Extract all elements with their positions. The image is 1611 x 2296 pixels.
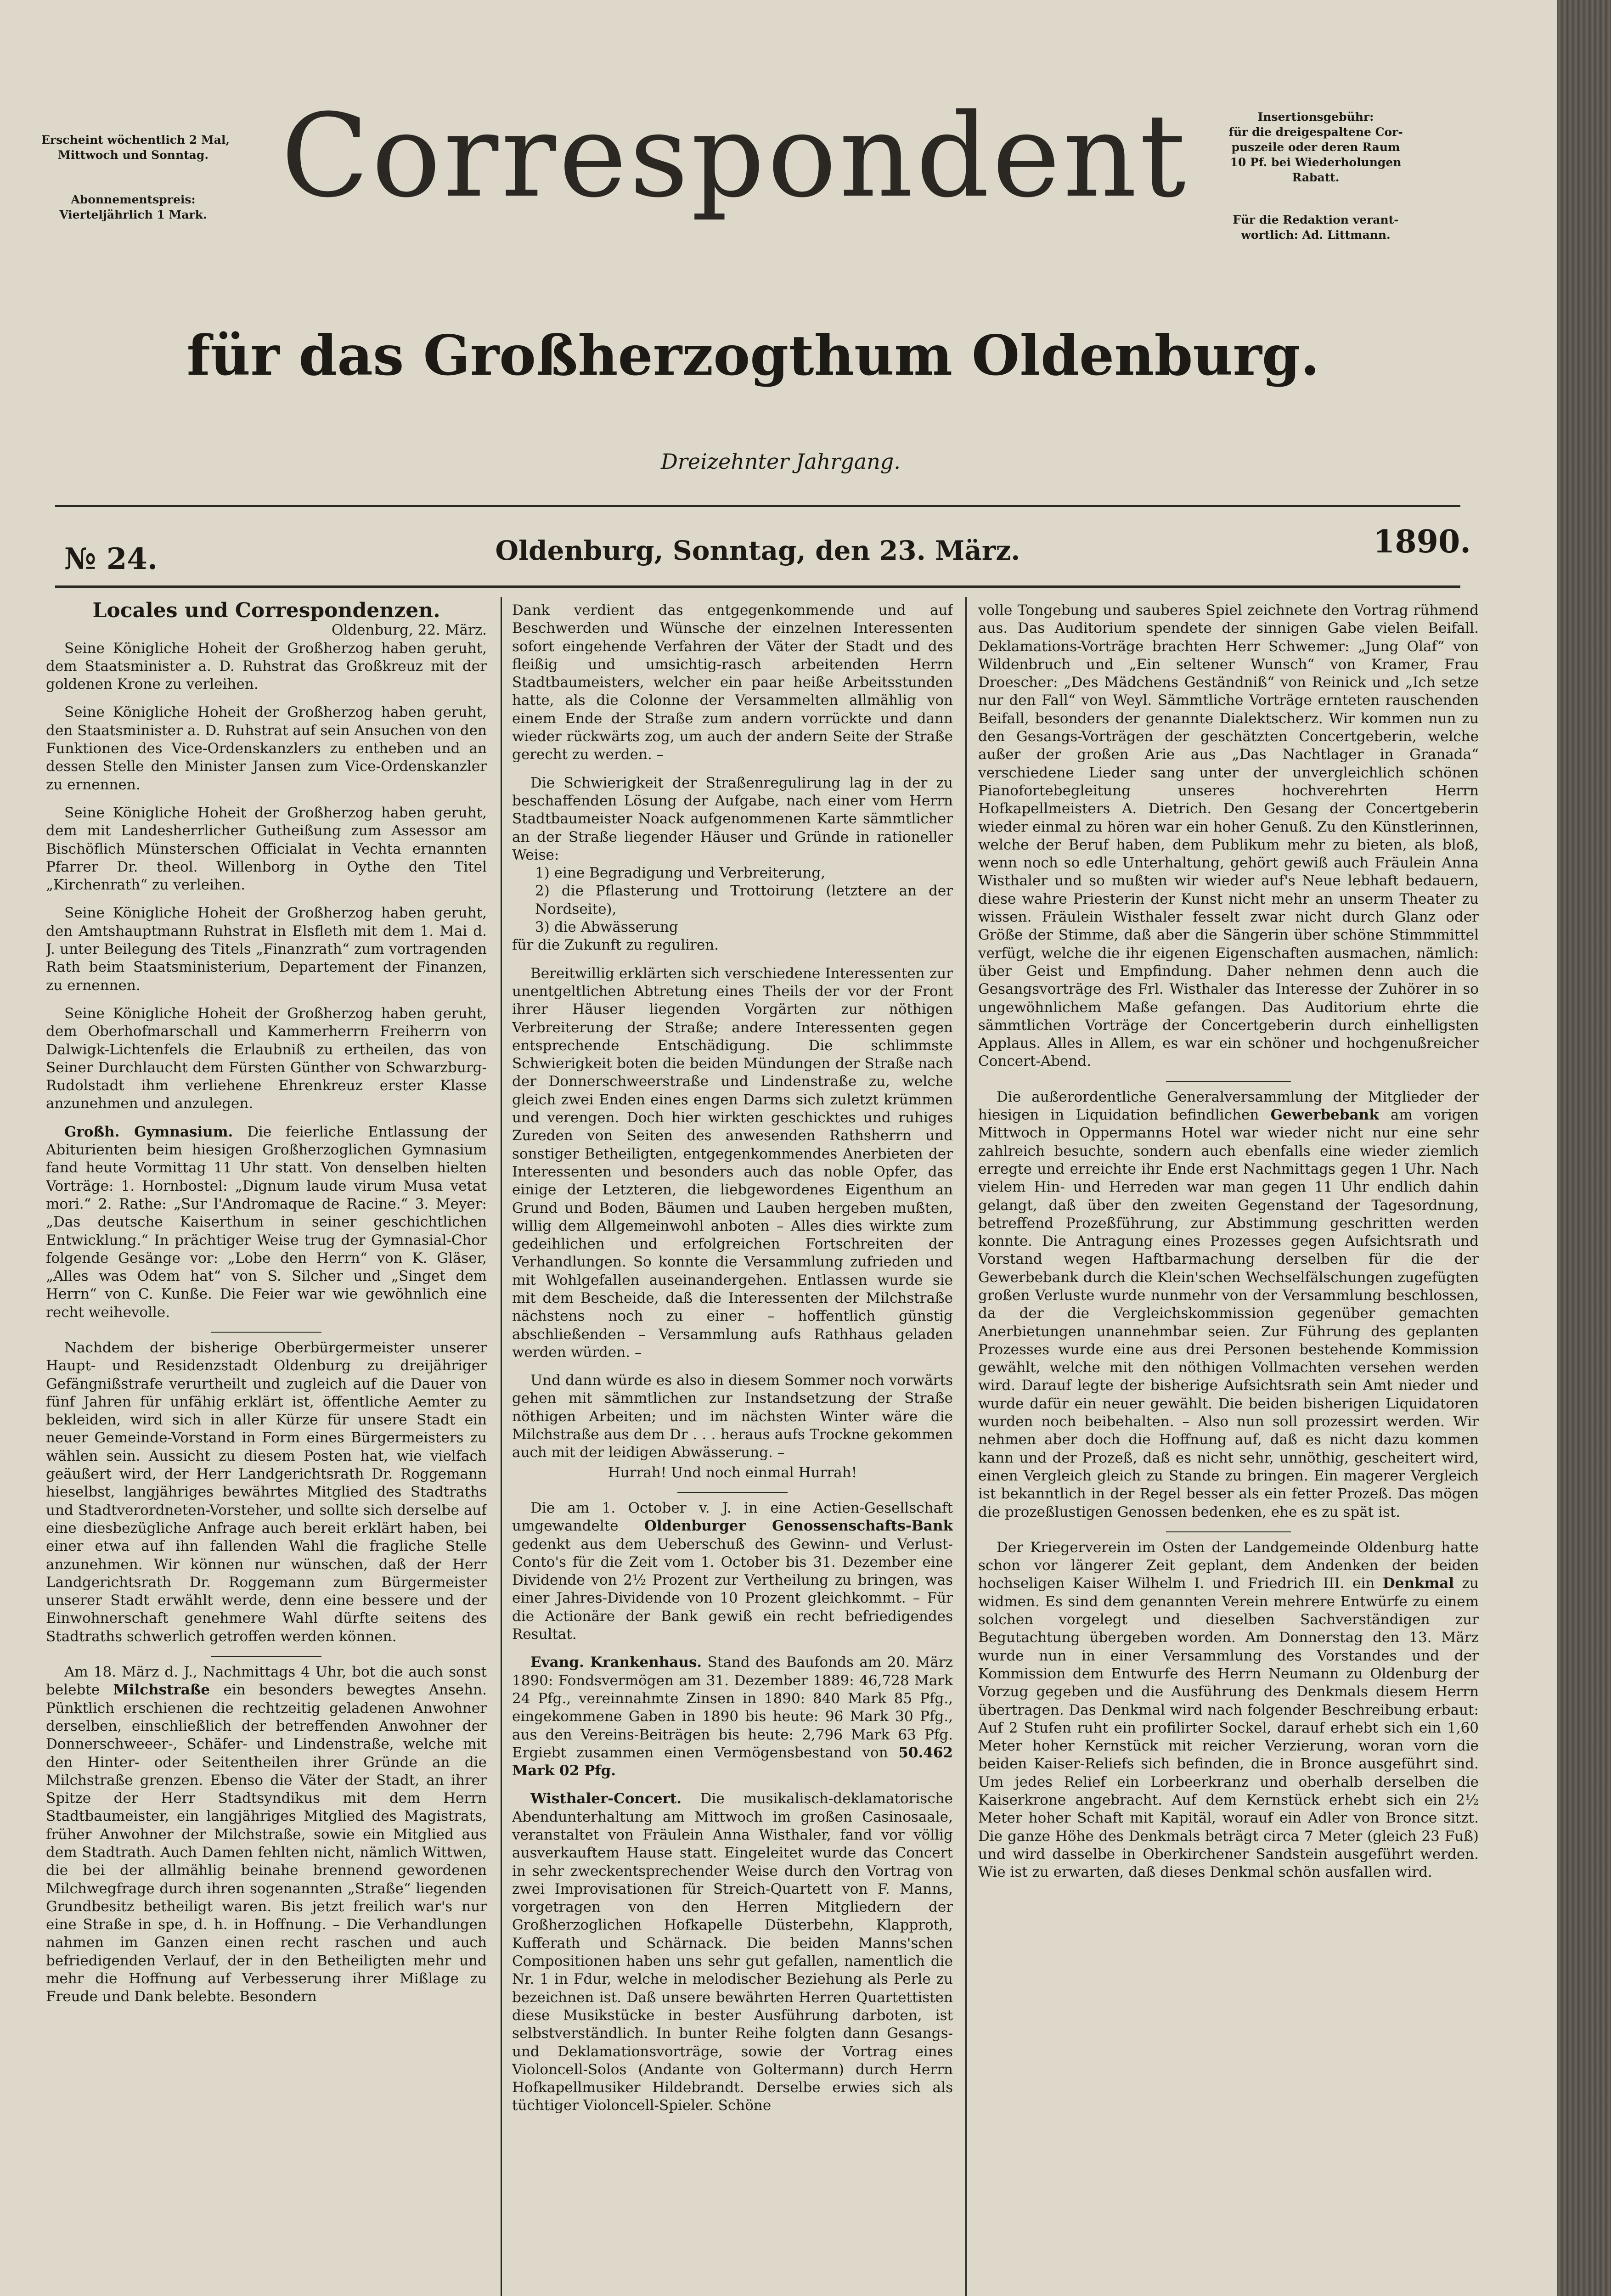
article-separator: [1166, 1081, 1291, 1082]
article: [512, 1790, 953, 2115]
article: [978, 1088, 1479, 1521]
article-text: Seine Königliche Hoheit der Großherzog haben geruht, dem mit Landesherrlicher Gutheißung zum Assessor am Bischöflich Münsterschen Officialat in Vechta ernannten Pfarrer Dr. theol. Willenborg in Oythe den Titel „Kirchenrath“ zu verleihen.: [46, 804, 487, 894]
article-text: gedenkt aus dem Ueberschuß des Gewinn- und Verlust-Conto's für die Zeit vom 1. October bis 31. Dezember eine Dividende von 2½ Prozent zur Vertheilung zu bringen, was einer Jahres-Dividende von 10 Prozent gleichkommt. – Für die Actionäre der Bank gewiß ein recht befriedigendes Resultat.: [512, 1536, 953, 1643]
article: [46, 1005, 487, 1113]
article-closing: Hurrah! Und noch einmal Hurrah!: [608, 1464, 857, 1481]
article-lead: Oldenburger Genossenschafts-Bank: [644, 1518, 953, 1535]
article-text: zu widmen. Es sind dem genannten Verein mehrere Entwürfe zu einem solchen vorgelegt und dieselben Sachverständigen zur Begutachtung übergeben worden. Am Donnerstag den 13. März wurde nun in einer Versammlung des Vorstandes und der Kommission dem Entwurfe des Herrn Neumann zu Oldenburg der Vorzug gegeben und die Ausführung des Denkmals diesem Herrn übertragen. Das Denkmal wird nach folgender Beschreibung erbaut: Auf 2 Stufen ruht ein profilirter Sockel, darauf erhebt sich ein 1,60 Meter hoher Kernstück mit reicher Verzierung, woran vorn die beiden Kaiser-Reliefs sich befinden, die in Bronce ausgeführt sind. Um jedes Relief ein Lorbeerkranz und oberhalb derselben die Kaiserkrone angebracht. Auf dem Kernstück erhebt sich ein 2½ Meter hoher Schaft mit Kapitäl, worauf ein Adler von Bronce sitzt. Die ganze Höhe des Denkmals beträgt circa 7 Meter (gleich 23 Fuß) und wird dasselbe in Oberkirchener Sandstein ausgeführt werden. Wie ist zu erwarten, daß dieses Denkmal schön ausfallen wird.: [978, 1575, 1479, 1881]
article: [512, 602, 953, 764]
regulation-list: [512, 864, 953, 936]
article: [978, 602, 1479, 1071]
section-title: Locales und Correspondenzen.: [92, 602, 440, 622]
article: [46, 1663, 487, 2006]
fees-line: für die dreigespaltene Cor-: [1228, 125, 1403, 139]
article-text: ein besonders bewegtes Ansehn. Pünktlich erschienen die rechtzeitig geladenen Anwohner derselben, einschließlich der betreffenden Anwohner der Donnerschweeer-, Schäfer- und Lindenstraße, welche mit den Hinter- oder Seitentheilen ihrer Gründe an die Milchstraße grenzen. Ebenso die Väter der Stadt, an ihrer Spitze der Herr Stadtsyndikus mit dem Herrn Stadtbaumeister, ein langjähriges Mitglied des Magistrats, früher Anwohner der Milchstraße, sowie ein Mitglied aus dem Stadtrath. Auch Damen fehlten nicht, nämlich Wittwen, die bei der allmählig beinahe brennend gewordenen Milchwegfrage durch ihren sogenannten „Straße“ liegenden Grundbesitz betheiligt waren. Bis jetzt freilich war's nur eine Straße in spe, d. h. in Hoffnung. – Die Verhandlungen nahmen im Ganzen einen recht raschen und auch befriedigenden Verlauf, der in den Betheiligten mehr und mehr die Hoffnung auf Verbesserung ihrer Mißlage zu Freude und Dank belebte. Besondern: [46, 1682, 487, 2005]
article: [46, 1339, 487, 1646]
masthead-subtitle: für das Großherzogthum Oldenburg.: [186, 323, 1320, 388]
column-divider: [501, 597, 502, 2296]
column-1: [46, 602, 487, 2296]
article: [512, 965, 953, 1362]
article: [46, 1123, 487, 1322]
section-date: Oldenburg, 22. März.: [331, 622, 487, 639]
issue-year: 1890.: [1373, 523, 1471, 560]
article-text: Die Schwierigkeit der Straßenregulirung lag in der zu beschaffenden Lösung der Aufgabe, nach einer vom Herrn Stadtbaumeister Noack aufgenommenen Karte sämmtlicher an der Straße liegender Häuser und Gründe in rationeller Weise:: [512, 774, 953, 863]
article-text: Die musikalisch-deklamatorische Abendunterhaltung am Mittwoch im großen Casinosaale, veranstaltet von Fräulein Anna Wisthaler, fand vor völlig ausverkauftem Hause statt. Eingeleitet wurde das Concert in sehr zweckentsprechender Weise durch den Vortrag von zwei Improvisationen für Streich-Quartett von F. Manns, vorgetragen von den Herren Mitgliedern der Großherzoglichen Hofkapelle Düsterbehn, Klapproth, Kufferath und Schärnack. Die beiden Manns'schen Compositionen haben uns sehr gut gefallen, namentlich die Nr. 1 in Fdur, welche in melodischer Beziehung als Perle zu bezeichnen ist. Daß unsere bewährten Herren Quartettisten diese Musikstücke in bester Ausführung darboten, ist selbstverständlich. In bunter Reihe folgten dann Gesangs- und Deklamationsvorträge, sowie der Vortrag eines Violoncell-Solos (Andante von Goltermann) durch Herrn Hofkapellmusiker Hildebrandt. Derselbe erwies sich als tüchtiger Violoncell-Spieler. Schöne: [512, 1790, 953, 2114]
fees-line: Rabatt.: [1292, 171, 1340, 184]
article-text: Seine Königliche Hoheit der Großherzog haben geruht, den Staatsminister a. D. Ruhstrat auf sein Ansuchen von den Funktionen des Vice-Ordenskanzlers zu entheben und an dessen Stelle den Minister Jansen zum Vice-Ordenskanzler zu ernennen.: [46, 704, 487, 793]
article-lead: Milchstraße: [113, 1682, 210, 1699]
article: [46, 804, 487, 894]
article: [978, 1539, 1479, 1882]
list-item: 1) eine Begradigung und Verbreiterung,: [535, 865, 826, 882]
article: [512, 936, 953, 954]
article-separator: [211, 1332, 321, 1333]
article-text: Stand des Baufonds am 20. März 1890: Fondsvermögen am 31. Dezember 1889: 46,728 Mark 24 Pfg., vereinnahmte Zinsen in 1890: 840 Mark 85 Pfg., eingekommene Gaben in 1890 bis heute: 96 Mark 30 Pfg., aus den Vereins-Beiträgen bis heute: 2,796 Mark 63 Pfg. Ergiebt zusammen einen Vermögensbestand von: [512, 1654, 953, 1761]
fund-total: 50.462 Mark 02 Pfg.: [512, 1744, 953, 1779]
article-separator: [1166, 1531, 1291, 1532]
article-lead: Evang. Krankenhaus.: [530, 1654, 702, 1671]
article-text: Der Kriegerverein im Osten der Landgemeinde Oldenburg hatte schon vor längerer Zeit geplant, dem Andenken der beiden hochseligen Kaiser Wilhelm I. und Friedrich III. ein: [978, 1539, 1479, 1592]
article-text: Die außerordentliche Generalversammlung der Mitglieder der hiesigen in Liquidation befindlichen: [978, 1088, 1479, 1124]
notice-line: Mittwoch und Sonntag.: [57, 148, 209, 162]
notice-line: Erscheint wöchentlich 2 Mal,: [41, 133, 230, 146]
list-item: 3) die Abwässerung: [535, 919, 678, 936]
column-2: [512, 602, 953, 2296]
article-text: Bereitwillig erklärten sich verschiedene Interessenten zur unentgeltlichen Abtretung eines Theils der vor der Front ihrer Häuser liegenden Vorgärten zur nöthigen Verbreiterung der Straße; andere Interessenten gegen entsprechende Entschädigung. Die schlimmste Schwierigkeit boten die beiden Mündungen der Straße nach der Donnerschweerstraße und Lindenstraße zu, welche gleich zwei Enden eines engen Darms sich zuletzt krümmen und verengen. Doch hier wirkten geschicktes und ruhiges Zureden von Seiten des anwesenden Rathsherrn und sonstiger Betheiligten, entgegenkommendes Anerbieten der Interessenten und besonders auch das noble Opfer, das einige der Letzteren, die liebgewordenes Eigenthum an Grund und Boden, Bäumen und Lauben hergeben mußten, willig dem Allgemeinwohl anboten – Alles dies wirkte zum gedeihlichen und erfolgreichen Fortschreiten der Verhandlungen. So konnte die Versammlung zufrieden und mit Wohlgefallen auseinandergehen. Entlassen wurde sie mit dem Bescheide, daß die Interessenten der Milchstraße nächstens noch zu einer – hoffentlich günstig abschließenden – Versammlung aufs Rathhaus geladen werden würden. –: [512, 965, 953, 1361]
article-lead: Großh. Gymnasium.: [64, 1123, 233, 1140]
article: [46, 703, 487, 793]
article-text: Seine Königliche Hoheit der Großherzog haben geruht, dem Oberhofmarschall und Kammerherrn Freiherrn von Dalwigk-Lichtenfels die Erlaubniß zu ertheilen, das von Seiner Durchlaucht dem Fürsten Günther von Schwarzburg-Rudolstadt ihm verliehene Ehrenkreuz erster Klasse anzunehmen und anzulegen.: [46, 1005, 487, 1112]
insertion-fees: [1219, 109, 1412, 185]
column-3: [978, 602, 1479, 2296]
article: [512, 1499, 953, 1643]
masthead-title: Correspondent: [281, 89, 1189, 223]
column-divider: [965, 597, 967, 2296]
article-text: Die am 1. October v. J. in eine Actien-Gesellschaft umgewandelte: [512, 1499, 953, 1535]
article-text: Die feierliche Entlassung der Abiturienten beim hiesigen Großherzoglichen Gymnasium fand heute Vormittag 11 Uhr statt. Von denselben hielten Vorträge: 1. Hornbostel: „Dignum laude virum Musa vetat mori.“ 2. Rathe: „Sur l'Andromaque de Racine.“ 3. Meyer: „Das deutsche Kaiserthum in seiner geschichtlichen Entwicklung.“ In prächtiger Weise trug der Gymnasial-Chor folgende Gesänge vor: „Lobe den Herrn“ von K. Gläser, „Alles was Odem hat“ von S. Silcher und „Singet dem Herrn“ von C. Kunße. Die Feier war wie gewöhnlich eine recht weihevolle.: [46, 1123, 487, 1321]
article-text: am vorigen Mittwoch in Oppermanns Hotel war wieder nicht nur eine sehr zahlreich besuchte, sondern auch ebenfalls eine wieder ziemlich erregte und erreichte ihr Ende erst Nachmittags gegen 1 Uhr. Nach vielem Hin- und Herreden war man gegen 11 Uhr endlich dahin gelangt, daß über den zweiten Gegenstand der Tagesordnung, betreffend Prozeßführung, zur Abstimmung geschritten werden konnte. Die Antragung eines Prozesses gegen Aufsichtsrath und Vorstand wegen Haftbarmachung derselben für die der Gewerbebank durch die Klein'schen Wechselfälschungen zugefügten großen Verluste wurde nunmehr von der Versammlung beschlossen, da der die Vergleichskommission gegenüber gemachten Anerbietungen unannehmbar seien. Zur Führung des geplanten Prozesses wurde eine aus drei Personen bestehende Kommission gewählt, welche mit den nöthigen Vollmachten versehen werden wird. Darauf legte der bisherige Aufsichtsrath sein Amt nieder und wurde dafür ein neuer gewählt. Die beiden bisherigen Liquidatoren wurden noch beibehalten. – Also nun soll prozessirt werden. Wir nehmen aber doch die Hoffnung auf, daß es nicht dazu kommen kann und der Prozeß, daß es nicht sehr, unnöthig, gescheitert wird, einen Vergleich gleich zu Stande zu bringen. Ein magerer Vergleich ist bekanntlich in der Regel besser als ein fetter Prozeß. Das mögen die prozeßlustigen Genossen bedenken, ehe es zu spät ist.: [978, 1107, 1479, 1520]
article-lead: Wisthaler-Concert.: [530, 1790, 682, 1807]
article-lead: Gewerbebank: [1270, 1107, 1379, 1124]
article-separator: [677, 1492, 788, 1493]
editor-line: wortlich: Ad. Littmann.: [1241, 228, 1391, 242]
article-lead: Denkmal: [1382, 1575, 1454, 1592]
header-rule-top: [55, 505, 1460, 507]
fees-line: 10 Pf. bei Wiederholungen: [1230, 156, 1402, 169]
article-text: Dank verdient das entgegenkommende und auf Beschwerden und Wünsche der einzelnen Interessenten sofort eingehende Verfahren der Väter der Stadt und des fleißig und umsichtig-rasch arbeitenden Herrn Stadtbaumeisters, welcher ein paar heiße Arbeitsstunden hatte, als die Colonne der Versammelten allmählig von einem Ende der Straße zum andern vorrückte und dann wieder rückwärts zog, um auch der andern Seite der Straße gerecht zu werden. –: [512, 602, 953, 763]
article-text: für die Zukunft zu reguliren.: [512, 937, 719, 954]
article-text: Seine Königliche Hoheit der Großherzog haben geruht, dem Staatsminister a. D. Ruhstrat das Großkreuz mit der goldenen Krone zu verleihen.: [46, 640, 487, 693]
header-rule-bottom: [55, 585, 1460, 588]
binding-edge: [1557, 0, 1611, 2296]
editor-note: [1219, 212, 1412, 242]
publication-notice: [41, 132, 230, 163]
article-separator: [211, 1656, 321, 1657]
article-text: volle Tongebung und sauberes Spiel zeichnete den Vortrag rühmend aus. Das Auditorium spendete der sinnigen Gabe vielen Beifall. Deklamations-Vorträge brachten Herr Schwemer: „Jung Olaf“ von Wildenbruch und „Ein seltener Wunsch“ von Kramer, Frau Droescher: „Des Mädchens Geständniß“ von Reinick und „Ich setze nur den Fall“ von Weyl. Sämmtliche Vorträge ernteten rauschenden Beifall, besonders der genannte Dialektscherz. Wir kommen nun zu den Gesangs-Vorträgen der geschätzten Concertgeberin, welche außer der großen Arie aus „Das Nachtlager in Granada“ verschiedene Lieder sang unter der unvergleichlich schönen Pianofortebegleitung unseres hochverehrten Herrn Hofkapellmeisters A. Dietrich. Den Gesang der Concertgeberin wieder einmal zu hören war ein hoher Genuß. Zu den Künstlerinnen, welche der Beruf haben, dem Publikum mehr zu bieten, als bloß, wenn noch so edle Unterhaltung, gehört gewiß auch Fräulein Anna Wisthaler und so mußten wir wieder auf's Neue lebhaft bedauern, diese wahre Priesterin der Kunst nicht mehr an unserm Theater zu wissen. Fräulein Wisthaler fesselt zwar nicht durch Glanz oder Größe der Stimme, daß aber die Sängerin über schöne Stimmmittel verfügt, welche die ihr eigenen Eigenschaften ausmachen, nämlich: über Geist und Empfindung. Daher nehmen denn auch die Gesangsvorträge des Frl. Wisthaler das Interesse der Zuhörer in so ungewöhnlichem Maße gefangen. Das Auditorium ehrte die sämmtlichen Vorträge der Concertgeberin durch einhelligsten Applaus. Alles in Allem, es war ein schöner und hochgenußreicher Concert-Abend.: [978, 602, 1479, 1070]
issue-number: № 24.: [64, 542, 158, 576]
price-line: Vierteljährlich 1 Mark.: [59, 208, 207, 221]
fees-line: puszeile oder deren Raum: [1231, 141, 1400, 154]
editor-line: Für die Redaktion verant-: [1233, 213, 1399, 226]
subscription-price: [41, 192, 225, 222]
article: [46, 640, 487, 694]
article: [512, 774, 953, 864]
article-text: Nachdem der bisherige Oberbürgermeister unserer Haupt- und Residenzstadt Oldenburg zu dreijähriger Gefängnißstrafe verurtheilt und zugleich auf die Dauer von fünf Jahren für unfähig erklärt ist, öffentliche Aemter zu bekleiden, wird sich in aller Kürze für unsere Stadt ein neuer Gemeinde-Vorstand in Form eines Bürgermeisters zu wählen sein. Aussicht zu diesem Posten hat, wie vielfach geäußert wird, der Herr Landgerichtsrath Dr. Roggemann hieselbst, langjähriges bewährtes Mitglied des Stadtraths und Stadtverordneten-Vorsteher, und sollte sich derselbe auf eine diesbezügliche Anfrage auch bereit erklärt haben, bei einer etwa auf ihn fallenden Wahl die fragliche Stelle anzunehmen. Wir können nur wünschen, daß der Herr Landgerichtsrath Dr. Roggemann zum Bürgermeister unserer Stadt erwählt werde, denn eine bessere und der Einwohnerschaft genehmere Wahl dürfte seitens des Stadtraths schwerlich getroffen werden können.: [46, 1339, 487, 1645]
article-text: Und dann würde es also in diesem Sommer noch vorwärts gehen mit sämmtlichen zur Instandsetzung der Straße nöthigen Arbeiten; und im nächsten Winter wäre die Milchstraße aus dem Dr . . . heraus aufs Trockne gekommen auch mit der leidigen Abwässerung. –: [512, 1372, 953, 1461]
article: [46, 904, 487, 994]
article: [512, 1372, 953, 1462]
list-item: 2) die Pflasterung und Trottoirung (letztere an der Nordseite),: [535, 883, 953, 917]
article-text: Seine Königliche Hoheit der Großherzog haben geruht, den Amtshauptmann Ruhstrat in Elsfleth mit dem 1. Mai d. J. unter Beilegung des Titels „Finanzrath“ zum vortragenden Rath beim Staatsministerium, Departement der Finanzen, zu ernennen.: [46, 905, 487, 994]
fees-line: Insertionsgebühr:: [1257, 110, 1374, 124]
volume-label: Dreizehnter Jahrgang.: [661, 449, 901, 474]
article-text: Am 18. März d. J., Nachmittags 4 Uhr, bot die auch sonst belebte: [46, 1664, 487, 1699]
dateline: Oldenburg, Sonntag, den 23. März.: [495, 535, 1020, 566]
price-line: Abonnementspreis:: [71, 193, 196, 206]
article: [512, 1654, 953, 1780]
